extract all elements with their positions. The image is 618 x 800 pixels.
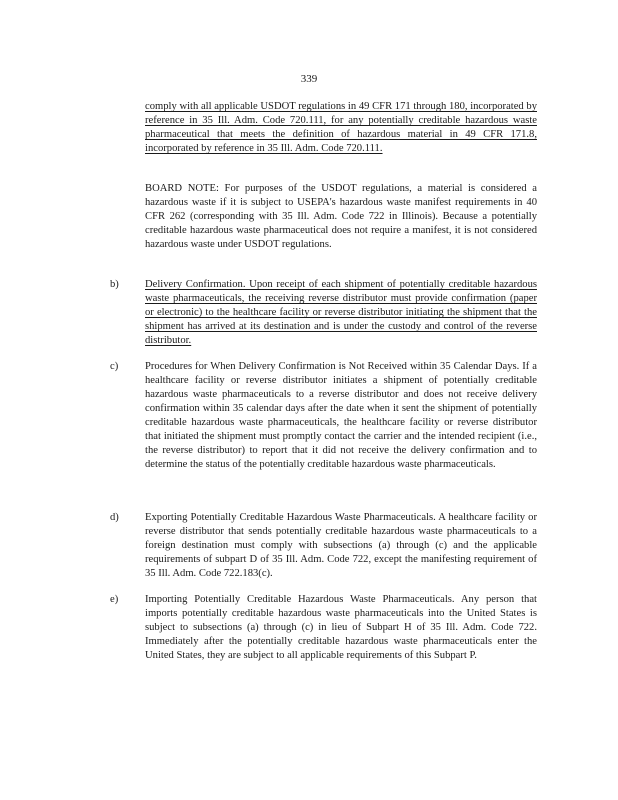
- subsection-text: Importing Potentially Creditable Hazardous Waste Pharmaceuticals. Any person that imports potentially creditable hazardous waste pharmaceuticals into the United States is subject to subsections (a) through (c) in lieu of Subpart H of 35 Ill. Adm. Code 722. Immediately after the potentially creditable hazardous waste pharmaceuticals enter the United States, they are subject to all applicable requirements of this Subpart P.: [145, 594, 537, 661]
- board-note-text: BOARD NOTE: For purposes of the USDOT regulations, a material is considered a hazardous waste if it is subject to USEPA's hazardous waste manifest requirements in 40 CFR 262 (corresponding with 35 Ill. Adm. Code 722 in Illinois). Because a potentially creditable hazardous waste pharmaceutical does not require a manifest, it is not considered hazardous waste under USDOT regulations.: [145, 183, 537, 250]
- board-note: [145, 182, 537, 252]
- subsection-label: c): [110, 361, 119, 372]
- subsection-label: e): [110, 594, 119, 605]
- subsection-label: b): [110, 279, 119, 290]
- subsection-text: Delivery Confirmation. Upon receipt of each shipment of potentially creditable hazardous waste pharmaceuticals, the receiving reverse distributor must provide confirmation (paper or electronic) to the healthcare facility or reverse distributor initiating the shipment that the shipment has arrived at its destination and is under the custody and control of the reverse distributor.: [145, 279, 537, 346]
- continuation-paragraph: comply with all applicable USDOT regulations in 49 CFR 171 through 180, incorporated by reference in 35 Ill. Adm. Code 720.111, for any potentially creditable hazardous waste pharmaceutical that meets the definition of hazardous material in 49 CFR 171.8, incorporated by reference in 35 Ill. Adm. Code 720.111.: [145, 101, 537, 154]
- subsection-label: d): [110, 512, 119, 523]
- page-number: 339: [300, 73, 318, 85]
- subsection-text: Exporting Potentially Creditable Hazardous Waste Pharmaceuticals. A healthcare facility or reverse distributor that sends potentially creditable hazardous waste pharmaceuticals to a foreign destination must comply with subsections (a) through (c) and the applicable requirements of subpart D of 35 Ill. Adm. Code 722, except the manifesting requirement of 35 Ill. Adm. Code 722.183(c).: [145, 512, 537, 579]
- subsection-text: Procedures for When Delivery Confirmation is Not Received within 35 Calendar Days. If a healthcare facility or reverse distributor initiates a shipment of potentially creditable hazardous waste pharmaceuticals to a reverse distributor and does not receive delivery confirmation within 35 calendar days after the date when it sent the shipment of potentially creditable hazardous waste pharmaceuticals, the healthcare facility or reverse distributor that initiated the shipment must promptly contact the carrier and the intended recipient (i.e., the reverse distributor) to report that it did not receive the delivery confirmation and to determine the status of the potentially creditable hazardous waste pharmaceuticals.: [145, 361, 537, 470]
